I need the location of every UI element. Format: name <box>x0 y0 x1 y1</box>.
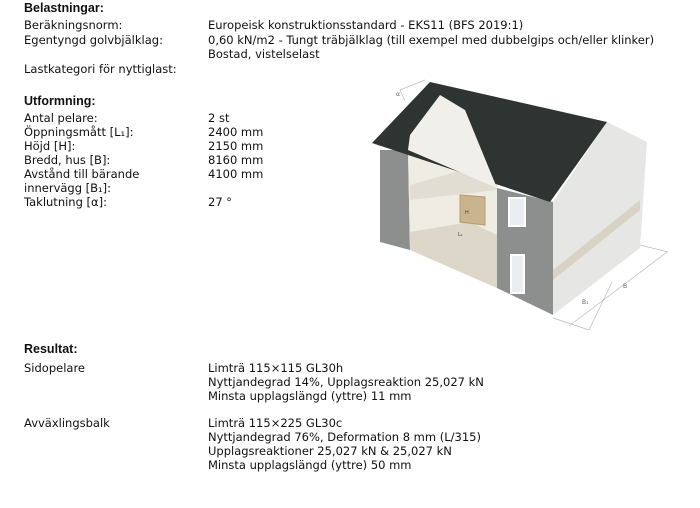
design-value: 2 st <box>208 111 230 125</box>
design-value: 8160 mm <box>208 153 264 167</box>
b-label: B <box>623 283 628 290</box>
design-label: Taklutning [α]: <box>24 195 107 209</box>
load-value: Europeisk konstruktionsstandard - EKS11 (BFS 2019:1) <box>208 18 524 32</box>
load-label: Egentyngd golvbjälklag: <box>24 33 163 47</box>
alpha-label: α <box>396 91 400 98</box>
result-label: Avväxlingsbalk <box>24 416 110 430</box>
h-label: H <box>465 210 469 216</box>
result-line: Limträ 115×115 GL30h <box>208 361 344 375</box>
left-wall <box>380 150 410 250</box>
result-line: Nyttjandegrad 76%, Deformation 8 mm (L/315) <box>208 430 481 444</box>
design-value: 4100 mm <box>208 167 264 181</box>
design-label: Öppningsmått [L₁]: <box>24 125 134 139</box>
load-label: Beräkningsnorm: <box>24 18 123 32</box>
load-value: 0,60 kN/m2 - Tungt träbjälklag (till exempel med dubbelgips och/eller klinker) <box>208 33 655 47</box>
design-value: 2400 mm <box>208 125 264 139</box>
result-line: Upplagsreaktioner 25,027 kN & 25,027 kN <box>208 444 452 458</box>
result-line: Limträ 115×225 GL30c <box>208 416 343 430</box>
result-line: Minsta upplagslängd (yttre) 50 mm <box>208 458 412 472</box>
b1-label: B₁ <box>582 299 589 306</box>
l1-label: L₁ <box>458 232 463 238</box>
design-value: 2150 mm <box>208 139 264 153</box>
design-label: Avstånd till bärande <box>24 167 140 181</box>
results-heading: Resultat: <box>24 342 78 356</box>
load-value: Bostad, vistelselast <box>208 47 320 61</box>
design-label: Antal pelare: <box>24 111 98 125</box>
load-label: Lastkategori för nyttiglast: <box>24 62 177 76</box>
design-value: 27 ° <box>208 195 233 209</box>
design-label: innervägg [B₁]: <box>24 181 112 195</box>
window <box>509 198 525 226</box>
design-label: Bredd, hus [B]: <box>24 153 111 167</box>
door <box>511 255 524 293</box>
loads-heading: Belastningar: <box>24 1 104 15</box>
design-label: Höjd [H]: <box>24 139 76 153</box>
result-line: Minsta upplagslängd (yttre) 11 mm <box>208 389 412 403</box>
door-opening <box>460 195 485 225</box>
result-label: Sidopelare <box>24 361 85 375</box>
lower-floor <box>410 222 497 288</box>
design-heading: Utformning: <box>24 94 96 108</box>
result-line: Nyttjandegrad 14%, Upplagsreaktion 25,027 kN <box>208 375 484 389</box>
